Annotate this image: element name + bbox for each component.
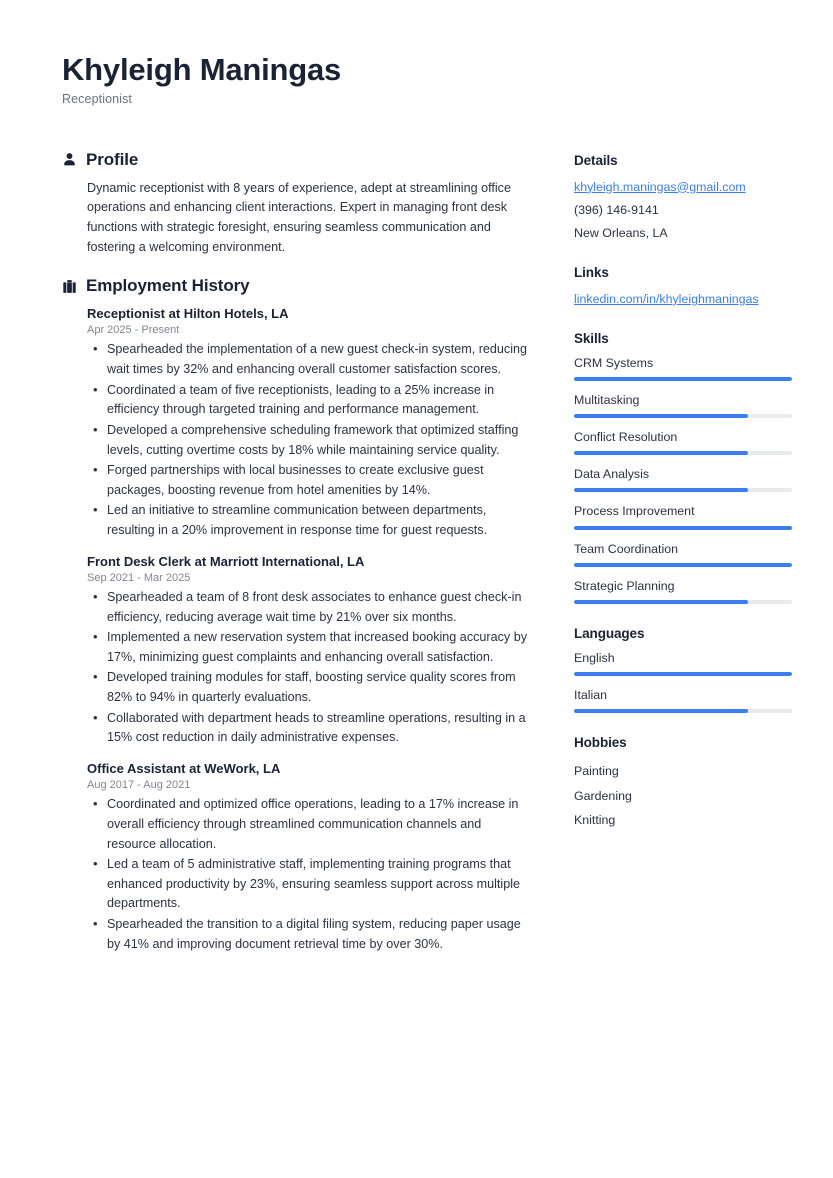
language-item: [574, 650, 792, 676]
job-title: Office Assistant at WeWork, LA: [87, 761, 281, 777]
skill-level-fill: [574, 377, 792, 381]
job-title: Front Desk Clerk at Marriott International, LA: [87, 553, 365, 569]
language-label: English: [574, 650, 615, 665]
skill-level-fill: [574, 488, 748, 492]
skill-label: Conflict Resolution: [574, 430, 678, 445]
hobbies-section: [574, 735, 792, 833]
resume-header: [62, 52, 785, 106]
job-bullet: • Coordinated a team of five receptionists, leading to a 25% increase in efficiency through targeted training and performance management.: [87, 381, 532, 420]
job-bullet-list: [87, 340, 532, 540]
links-section-title: Links: [574, 264, 609, 280]
profile-section: [62, 150, 532, 259]
employment-section-header: [62, 276, 532, 296]
profile-section-header: [62, 150, 532, 170]
job-bullet: • Forged partnerships with local businesses to create exclusive guest packages, boosting revenue from hotel amenities by 14%.: [87, 461, 532, 500]
hobbies-section-title: Hobbies: [574, 735, 627, 751]
skill-item: [574, 429, 792, 455]
job-dates: Sep 2021 - Mar 2025: [87, 571, 191, 584]
job-bullet: • Collaborated with department heads to streamline operations, resulting in a 15% cost reduction in daily administrative expenses.: [87, 709, 532, 748]
skill-item: [574, 541, 792, 567]
skill-label: Team Coordination: [574, 541, 679, 556]
job-bullet: • Spearheaded a team of 8 front desk associates to enhance guest check-in efficiency, reducing average wait time by 21% over six months.: [87, 588, 532, 627]
hobby-item: Painting: [574, 764, 619, 779]
person-icon: [62, 152, 77, 167]
skill-label: CRM Systems: [574, 355, 654, 370]
links-section: [574, 265, 792, 309]
skill-level-fill: [574, 563, 792, 567]
job-entry: [62, 305, 532, 541]
job-title: Receptionist at Hilton Hotels, LA: [87, 306, 289, 322]
phone-text: (396) 146-9141: [574, 202, 659, 217]
job-bullet-list: [87, 588, 532, 748]
skill-label: Strategic Planning: [574, 578, 675, 593]
skill-item: [574, 392, 792, 418]
skills-section: [574, 331, 792, 604]
skill-label: Process Improvement: [574, 504, 695, 519]
language-label: Italian: [574, 687, 608, 702]
job-bullet: • Developed a comprehensive scheduling framework that optimized staffing levels, cutting overtime costs by 18% while maintaining service quality.: [87, 421, 532, 460]
job-bullet: • Led an initiative to streamline communication between departments, resulting in a 20% improvement in response time for guest requests.: [87, 501, 532, 540]
skill-label: Data Analysis: [574, 467, 650, 482]
language-item: [574, 687, 792, 713]
skill-level-fill: [574, 526, 792, 530]
resume-body: [62, 150, 785, 973]
skill-level-track: [574, 600, 792, 604]
job-list: [62, 305, 532, 954]
language-level-fill: [574, 672, 792, 676]
skill-level-track: [574, 563, 792, 567]
skill-level-track: [574, 488, 792, 492]
job-bullet: • Spearheaded the implementation of a new guest check-in system, reducing wait times by 32% and enhancing overall customer satisfaction scores.: [87, 340, 532, 379]
skill-item: [574, 578, 792, 604]
skill-level-track: [574, 414, 792, 418]
employment-section-title: Employment History: [86, 276, 250, 296]
briefcase-icon: [62, 279, 77, 294]
skill-item: [574, 466, 792, 492]
skill-level-fill: [574, 451, 748, 455]
employment-section: [62, 276, 532, 954]
email-link[interactable]: khyleigh.maningas@gmail.com: [574, 179, 746, 194]
skill-item: [574, 355, 792, 381]
location-text: New Orleans, LA: [574, 225, 668, 240]
skill-level-fill: [574, 414, 748, 418]
job-bullet: • Implemented a new reservation system that increased booking accuracy by 17%, minimizing guest complaints and enhancing overall satisfaction.: [87, 628, 532, 667]
linkedin-link[interactable]: linkedin.com/in/khyleighmaningas: [574, 291, 759, 306]
job-entry: [62, 760, 532, 954]
language-level-fill: [574, 709, 748, 713]
details-section: [574, 153, 792, 243]
language-level-track: [574, 672, 792, 676]
profile-summary-text: Dynamic receptionist with 8 years of experience, adept at streamlining office operations and enhancing client interactions. Expert in managing front desk functions with strategic foresight, ensuring seamless communication and fostering a welcoming environment.: [87, 180, 511, 255]
candidate-name: Khyleigh Maningas: [62, 52, 342, 87]
job-bullet: • Spearheaded the transition to a digital filing system, reducing paper usage by 41% and improving document retrieval time by over 30%.: [87, 915, 532, 954]
job-bullet: • Coordinated and optimized office operations, leading to a 17% increase in overall efficiency through streamlined communication channels and resource allocation.: [87, 795, 532, 854]
job-bullet-list: [87, 795, 532, 954]
skill-level-track: [574, 526, 792, 530]
skill-level-fill: [574, 600, 748, 604]
job-dates: Aug 2017 - Aug 2021: [87, 779, 191, 792]
language-level-track: [574, 709, 792, 713]
skills-section-title: Skills: [574, 330, 609, 346]
languages-section: [574, 626, 792, 713]
job-dates: Apr 2025 - Present: [87, 324, 180, 337]
skill-level-track: [574, 451, 792, 455]
hobby-item: Knitting: [574, 813, 616, 828]
job-bullet: • Led a team of 5 administrative staff, implementing training programs that enhanced productivity by 23%, ensuring seamless support across multiple departments.: [87, 855, 532, 914]
details-section-title: Details: [574, 152, 618, 168]
languages-section-title: Languages: [574, 625, 645, 641]
job-bullet: • Developed training modules for staff, boosting service quality scores from 82% to 94% in quarterly evaluations.: [87, 668, 532, 707]
skill-item: [574, 503, 792, 529]
sidebar-column: [574, 150, 792, 855]
profile-section-title: Profile: [86, 149, 139, 169]
skill-label: Multitasking: [574, 393, 640, 408]
job-entry: [62, 553, 532, 748]
main-column: [62, 150, 532, 973]
skill-level-track: [574, 377, 792, 381]
candidate-job-title: Receptionist: [62, 91, 132, 106]
hobby-item: Gardening: [574, 788, 632, 803]
